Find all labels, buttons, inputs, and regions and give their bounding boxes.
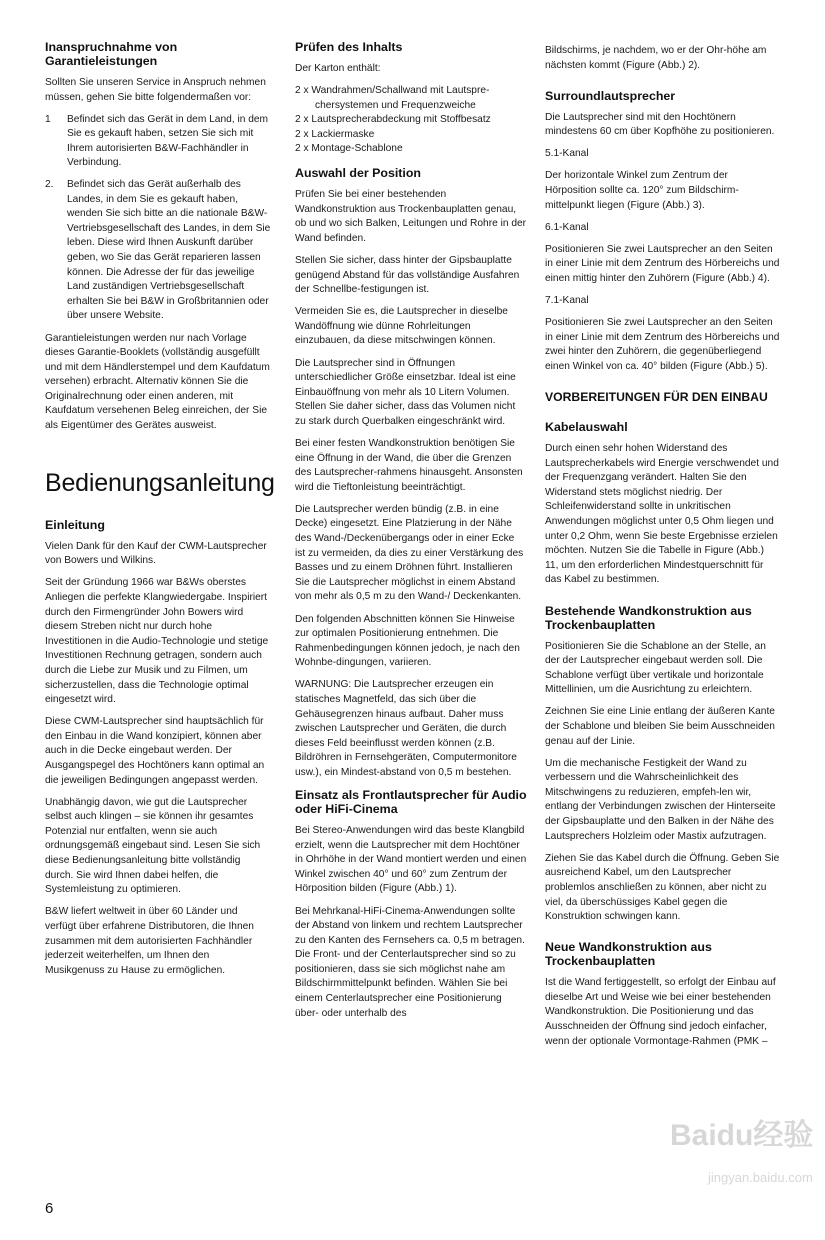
paragraph: Stellen Sie sicher, dass hinter der Gipsbauplatte genügend Abstand für das vollständige Ausfahren der Schnellbe-festigungen ist. <box>295 254 520 296</box>
channel-label: 7.1-Kanal <box>545 295 589 307</box>
paragraph: Garantieleistungen werden nur nach Vorlage dieses Garantie-Booklets (vollständig ausgefüllt und mit dem Händlerstempel und dem Kaufdatum versehen) erbracht. Alternativ können Sie die Originalrechnung oder einen anderen, mit Kaufdatum versehenen Beleg einreichen, der Sie als Eigentümer des Gerätes ausweist. <box>45 332 270 432</box>
paragraph: Der horizontale Winkel zum Zentrum der Hörposition sollte ca. 120° zum Bildschirm-mittelpunkt liegen (Figure (Abb.) 3). <box>545 170 739 211</box>
column-1 <box>45 40 275 986</box>
preparation-heading: VORBEREITUNGEN FÜR DEN EINBAU <box>545 390 768 405</box>
paragraph: Ist die Wand fertiggestellt, so erfolgt der Einbau auf dieselbe Art und Weise wie bei einer bestehenden Wandkonstruktion. Die Positionierung und das Ausschneiden der Öffnung sind jedoch einfacher, wenn der optionale Vormontage-Rahmen (PMK – <box>545 977 776 1047</box>
paragraph: Die Lautsprecher sind in Öffnungen unterschiedlicher Größe einsetzbar. Ideal ist eine Einbauöffnung von mehr als 10 Litern Volumen. Stellen Sie daher sicher, dass das Volumen nicht zu stark durch Querbalken eingeschränkt wird. <box>295 357 516 427</box>
warranty-list <box>45 113 271 324</box>
warranty-heading: Inanspruchnahme von Garantieleistungen <box>45 40 178 68</box>
paragraph: B&W liefert weltweit in über 60 Länder und verfügt über erfahrene Distributoren, die Ihnen zusammen mit dem autorisierten Fachhändler jederzeit weiterhelfen, um Ihnen den Musikgenuss zu Hause zu ermöglichen. <box>45 906 254 976</box>
paragraph: Die Lautsprecher werden bündig (z.B. in eine Decke) eingesetzt. Eine Platzierung in der Nähe des Wand-/Deckenübergangs oder in einer Ecke ist zu vermeiden, da dies zu einer Verstärkung des Basses und zu einem Dröhnen führt. Installieren Sie die Lautsprecher möglichst in einem Abstand von mehr als 0,5 m zu den Wand-/ Deckenkanten. <box>295 503 524 603</box>
surround-heading: Surroundlautsprecher <box>545 88 676 103</box>
paragraph: Den folgenden Abschnitten können Sie Hinweise zur optimalen Positionierung entnehmen. Die Rahmenbedingungen können jedoch, je nach den Wohnbe-dingungen, variieren. <box>295 613 520 669</box>
column-3 <box>545 44 780 1057</box>
manual-title: Bedienungsanleitung <box>45 468 275 497</box>
existing-wall-heading: Bestehende Wandkonstruktion aus Trockenbauplatten <box>545 603 752 632</box>
new-wall-heading: Neue Wandkonstruktion aus Trockenbauplatten <box>545 940 712 969</box>
column-2 <box>295 40 527 1029</box>
paragraph: Die Lautsprecher sind mit den Hochtönern mindestens 60 cm über Kopfhöhe zu positionieren. <box>545 111 775 138</box>
channel-label: 6.1-Kanal <box>545 221 589 233</box>
paragraph: Positionieren Sie zwei Lautsprecher an den Seiten in einer Linie mit dem Zentrum des Hörbereichs und zwei hinter den Zuhörern, die gegenüberliegend einen Winkel von ca. 40° bilden (Figure (Abb.) 5). <box>545 317 780 372</box>
watermark-logo: Baidu经验 <box>670 1119 814 1152</box>
position-heading: Auswahl der Position <box>295 166 421 181</box>
paragraph: Diese CWM-Lautsprecher sind hauptsächlich für den Einbau in die Wand konzipiert, können aber auch in die Decke eingebaut werden. Der Ausgangspegel des Hochtöners kann optimal an die jeweiligen Bedingungen angepasst werden. <box>45 716 265 786</box>
paragraph: Bei einer festen Wandkonstruktion benötigen Sie eine Öffnung in der Wand, die über die Grenzen des Lautsprecher-rahmens hinausgeht. Ansonsten wird die Tieftonleistung beeinträchtigt. <box>295 437 523 493</box>
paragraph: Vermeiden Sie es, die Lautsprecher in dieselbe Wandöffnung wie dünne Rohrleitungen einzubauen, da diese mitschwingen können. <box>295 306 508 347</box>
intro-heading: Einleitung <box>45 517 105 532</box>
list-item: 2 x Lautsprecherabdeckung mit Stoffbesatz <box>295 114 491 126</box>
list-text: Befindet sich das Gerät in dem Land, in dem Sie es gekauft haben, setzen Sie sich mit Ihrem autorisierten B&W-Fachhändler in Verbindung. <box>67 113 269 169</box>
paragraph: Seit der Gründung 1966 war B&Ws oberstes Anliegen die perfekte Klangwiedergabe. Inspiriert durch den Firmengründer John Bowers wird diesem Streben nicht nur durch hohe Investitionen in die Audio-Technologie und stetige Investitionen Rechnung getragen, sondern auch durch die Liebe zur Musik und zu Filmen, um sicherzustellen, dass die Technologie optimal eingesetzt wird. <box>45 577 269 706</box>
contents-list <box>295 84 527 157</box>
paragraph: Vielen Dank für den Kauf der CWM-Lautsprecher von Bowers und Wilkins. <box>45 540 267 567</box>
cable-heading: Kabelauswahl <box>545 420 628 435</box>
paragraph: Zeichnen Sie eine Linie entlang der äußeren Kante der Schablone und bleiben Sie beim Ausschneiden genau auf der Linie. <box>545 706 775 747</box>
contents-heading: Prüfen des Inhalts <box>295 40 403 54</box>
list-text: Befindet sich das Gerät außerhalb des Landes, in dem Sie es gekauft haben, wenden Sie sich bitte an die nationale B&W-Vertriebsgesellschaft des Landes, in dem Sie leben. Diese wird Ihnen Auskunft darüber geben, wo Sie das Gerät reparieren lassen können. Die Adresse der für das jeweilige Land zuständigen Vertriebsgesellschaft erhalten Sie bei B&W in Großbritannien oder über unsere Website. <box>67 179 271 322</box>
paragraph: Ziehen Sie das Kabel durch die Öffnung. Geben Sie ausreichend Kabel, um den Lautsprecher problemlos anschließen zu können, aber nicht zu viel, da überschüssiges Kabel gegen die Konstruktion schwingen kann. <box>545 852 780 923</box>
paragraph: Positionieren Sie die Schablone an der Stelle, an der der Lautsprecher eingebaut werden soll. Die Schablone verfügt über vertikale und horizontale Mittellinien, um die Ausrichtung zu erleichtern. <box>545 640 766 696</box>
list-item: 2 x Lackiermaske <box>295 128 375 140</box>
paragraph: Durch einen sehr hohen Widerstand des Lautsprecherkabels wird Energie verschwendet und der Frequenzgang verändert. Halten Sie den Widerstand stets möglichst niedrig. Der Schleifenwiderstand sollte in unkritischen Anwendungen möglichst unter 0,5 Ohm liegen und unter 0,2 Ohm, wenn Sie beste Ergebnisse erzielen möchten. Nutzen Sie die Tabelle in Figure (Abb.) 11, um den erforderlichen Mindestquerschnitt für das Kabel zu bestimmen. <box>545 443 779 586</box>
paragraph: Bei Stereo-Anwendungen wird das beste Klangbild erzielt, wenn die Lautsprecher mit dem Hochtöner in Ohrhöhe in der Wand montiert werden und einen Winkel zwischen 40° und 60° zum Zentrum der Hörposition bilden (Figure (Abb.) 1). <box>295 825 527 895</box>
paragraph: Bei Mehrkanal-HiFi-Cinema-Anwendungen sollte der Abstand von linkem und rechtem Lautsprecher zu den Kanten des Fernsehers ca. 0,5 m betragen. Die Front- und der Centerlautsprecher sind so zu positionieren, dass sie sich möglichst nahe am Bildschirmmittelpunkt befinden. Wählen Sie bei einem Centerlautsprecher eine Positionierung über- oder unterhalb des <box>295 905 525 1019</box>
page-number: 6 <box>45 1200 54 1217</box>
list-number: 2. <box>45 179 54 191</box>
paragraph: Bildschirms, je nachdem, wo er der Ohr-höhe am nächsten kommt (Figure (Abb.) 2). <box>545 45 767 71</box>
watermark <box>630 1110 820 1200</box>
paragraph: Um die mechanische Festigkeit der Wand zu verbessern und die Wahrscheinlichkeit des Mitschwingens zu reduzieren, empfeh-len wir, entlang der Verbindungen zwischen der Hinterseite der Gipsbauplatte und den Balken in der Nähe des Lautsprechers Holzleim oder Mastix aufzutragen. <box>545 757 776 842</box>
paragraph: Sollten Sie unseren Service in Anspruch nehmen müssen, gehen Sie bitte folgendermaßen vor: <box>45 77 266 103</box>
paragraph: Prüfen Sie bei einer bestehenden Wandkonstruktion aus Trockenbauplatten genau, ob und wo sich Balken, Leitungen und Rohre in der Wand befinden. <box>295 189 527 244</box>
paragraph: Unabhängig davon, wie gut die Lautsprecher selbst auch klingen – sie können ihr gesamtes Potenzial nur entfalten, wenn sie auch ordnungsgemäß eingebaut sind. Lesen Sie sich diese Bedienungsanleitung bitte vollständig durch. Sie wird Ihnen dabei helfen, die Systemleistung zu optimieren. <box>45 796 261 896</box>
watermark-url: jingyan.baidu.com <box>708 1170 813 1185</box>
list-item <box>45 178 271 324</box>
list-item <box>45 113 271 171</box>
list-item: 2 x Montage-Schablone <box>295 143 403 155</box>
paragraph: Positionieren Sie zwei Lautsprecher an den Seiten in einer Linie mit dem Zentrum des Hörbereichs und einen mittig hinter den Zuhörern (Figure (Abb.) 4). <box>545 243 780 285</box>
paragraph: Der Karton enthält: <box>295 63 381 74</box>
warning-paragraph: WARNUNG: Die Lautsprecher erzeugen ein statisches Magnetfeld, das sich über die Gehäusegrenzen hinaus aufbaut. Daher muss zwischen Lautsprecher und Geräten, die durch dieses Feld beeinflusst werden können (z.B. Bildröhren in Fernsehgeräten, Computermonitore usw.), ein Mindest-abstand von 0,5 m bestehen. <box>295 679 517 778</box>
channel-label: 5.1-Kanal <box>545 148 589 160</box>
list-number: 1 <box>45 113 51 125</box>
front-speaker-heading: Einsatz als Frontlautsprecher für Audio oder HiFi-Cinema <box>295 788 527 817</box>
list-item: 2 x Wandrahmen/Schallwand mit Lautspre-chersystemen und Frequenzweiche <box>295 85 490 111</box>
